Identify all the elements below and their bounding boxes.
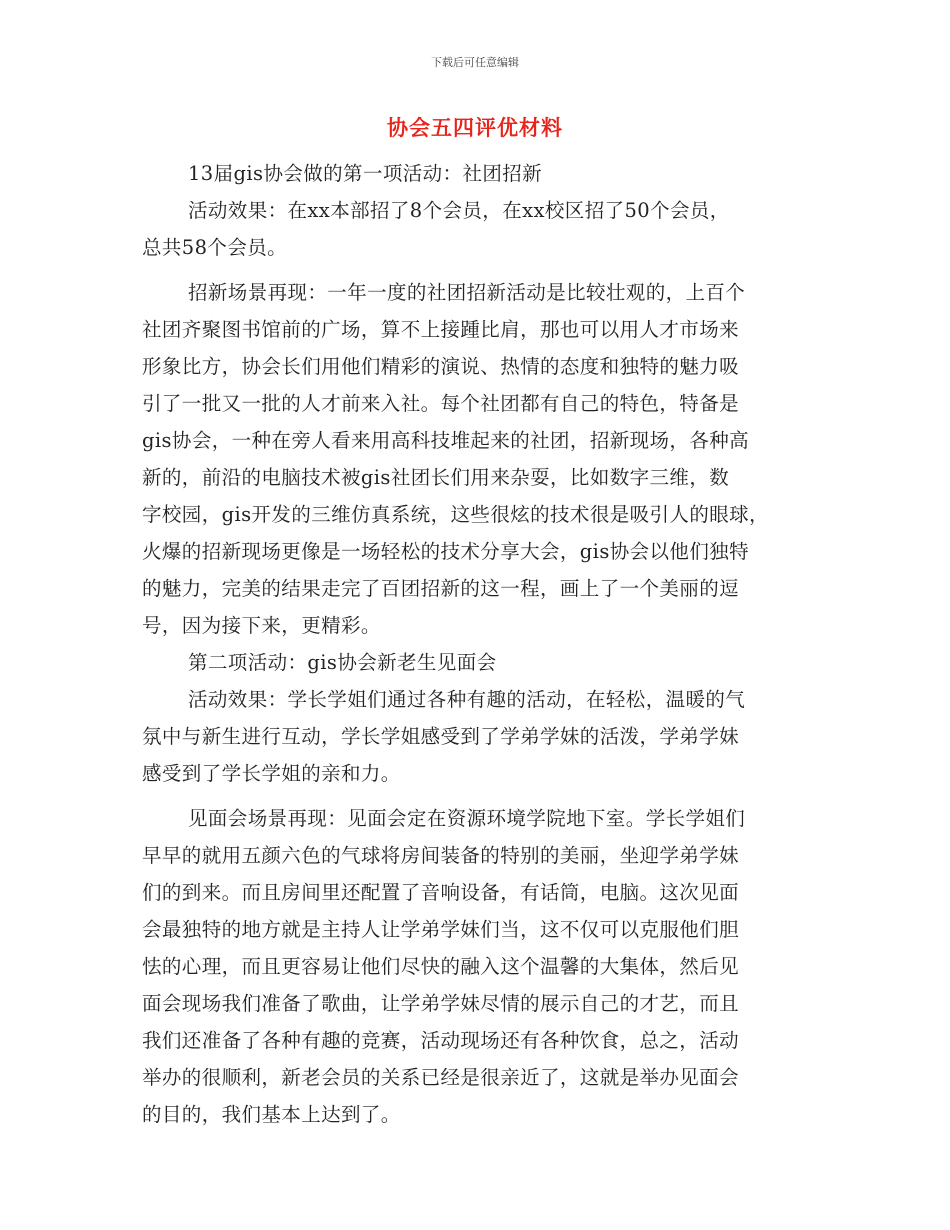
text-line: 见面会场景再现：见面会定在资源环境学院地下室。学长学姐们 xyxy=(188,807,746,830)
text-line: 们的到来。而且房间里还配置了音响设备，有话筒，电脑。这次见面 xyxy=(142,881,740,904)
document-body xyxy=(142,155,824,1133)
text-line: 号，因为接下来，更精彩。 xyxy=(142,614,381,637)
text-line: 第二项活动：gis协会新老生见面会 xyxy=(188,651,497,674)
text-line: 字校园，gis开发的三维仿真系统，这些很炫的技术很是吸引人的眼球， xyxy=(142,503,769,526)
text-line: 早早的就用五颜六色的气球将房间装备的特别的美丽，坐迎学弟学妹 xyxy=(142,844,740,867)
text-line: 举办的很顺利，新老会员的关系已经是很亲近了，这就是举办见面会 xyxy=(142,1066,740,1089)
paragraph xyxy=(142,681,824,792)
text-line: 火爆的招新现场更像是一场轻松的技术分享大会，gis协会以他们独特 xyxy=(142,540,750,563)
text-line: gis协会，一种在旁人看来用高科技堆起来的社团，招新现场，各种高 xyxy=(142,429,750,452)
paragraph xyxy=(142,644,824,681)
header-note: 下载后可任意编辑 xyxy=(431,56,519,69)
text-line: 的目的，我们基本上达到了。 xyxy=(142,1103,401,1126)
text-line: 总共58个会员。 xyxy=(142,236,288,259)
text-line: 活动效果：学长学姐们通过各种有趣的活动，在轻松，温暖的气 xyxy=(188,688,746,711)
paragraph xyxy=(142,274,824,644)
text-line: 感受到了学长学姐的亲和力。 xyxy=(142,762,401,785)
text-line: 引了一批又一批的人才前来入社。每个社团都有自己的特色，特备是 xyxy=(142,392,740,415)
text-line: 的魅力，完美的结果走完了百团招新的这一程，画上了一个美丽的逗 xyxy=(142,577,740,600)
text-line: 13届gis协会做的第一项活动：社团招新 xyxy=(188,162,543,185)
text-line: 氛中与新生进行互动，学长学姐感受到了学弟学妹的活泼，学弟学妹 xyxy=(142,725,740,748)
text-line: 形象比方，协会长们用他们精彩的演说、热情的态度和独特的魅力吸 xyxy=(142,355,740,378)
paragraph xyxy=(142,800,824,1133)
document-title: 协会五四评优材料 xyxy=(387,115,563,140)
text-line: 会最独特的地方就是主持人让学弟学妹们当，这不仅可以克服他们胆 xyxy=(142,918,740,941)
text-line: 社团齐聚图书馆前的广场，算不上接踵比肩，那也可以用人才市场来 xyxy=(142,318,740,341)
text-line: 面会现场我们准备了歌曲，让学弟学妹尽情的展示自己的才艺，而且 xyxy=(142,992,740,1015)
text-line: 招新场景再现：一年一度的社团招新活动是比较壮观的，上百个 xyxy=(188,281,746,304)
text-line: 我们还准备了各种有趣的竞赛，活动现场还有各种饮食，总之，活动 xyxy=(142,1029,740,1052)
text-line: 新的，前沿的电脑技术被gis社团长们用来杂耍，比如数字三维，数 xyxy=(142,466,730,489)
paragraph xyxy=(142,155,824,192)
paragraph xyxy=(142,192,824,266)
text-line: 怯的心理，而且更容易让他们尽快的融入这个温馨的大集体，然后见 xyxy=(142,955,740,978)
text-line: 活动效果：在xx本部招了8个会员，在xx校区招了50个会员， xyxy=(188,199,730,222)
